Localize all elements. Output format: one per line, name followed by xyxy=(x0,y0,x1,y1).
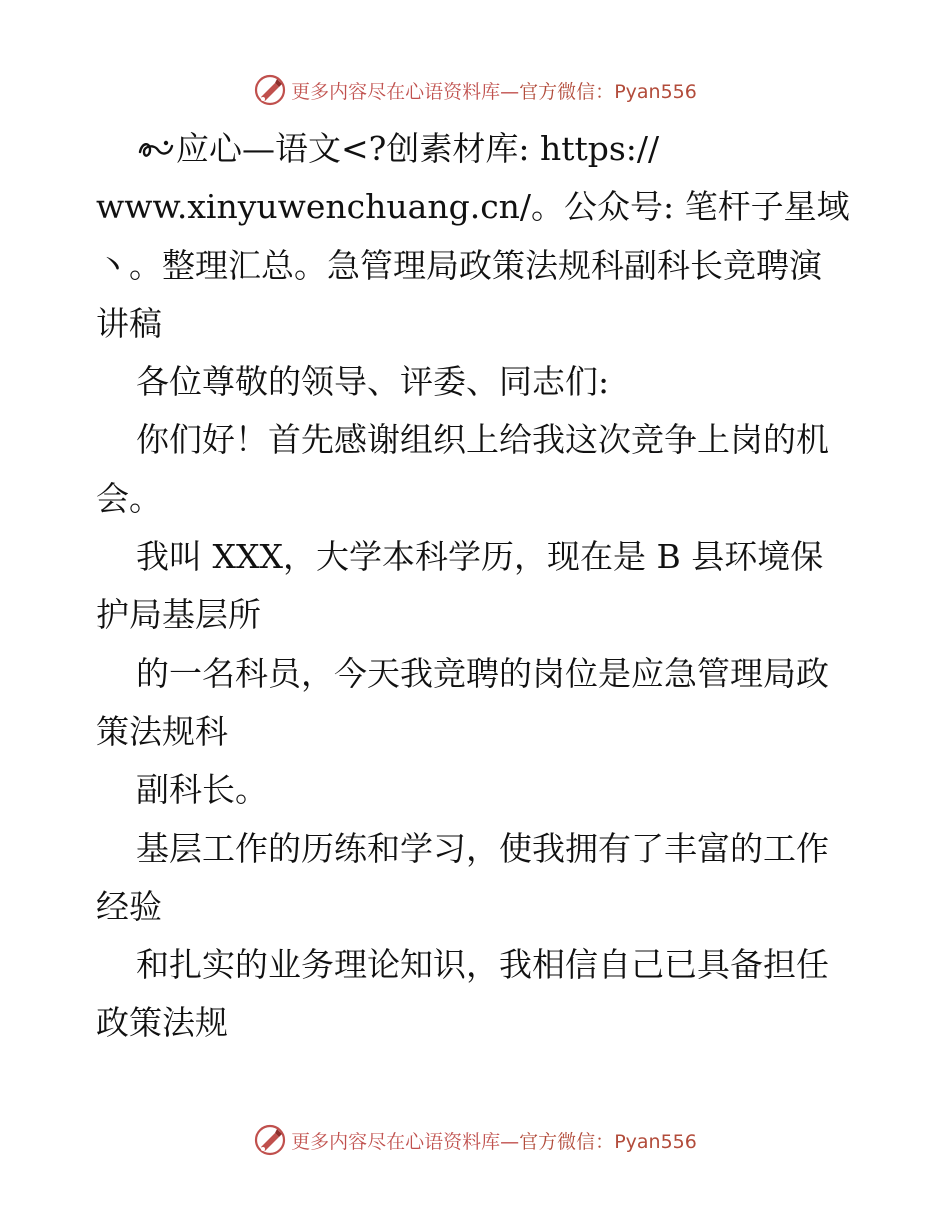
banner-text: 更多内容尽在心语资料库—官方微信：Pyan556 xyxy=(291,1130,697,1153)
text-line: 的一名科员，今天我竞聘的岗位是应急管理局政 xyxy=(136,653,829,693)
document-body xyxy=(96,120,856,1053)
text-line: www.xinyuwenchuang.cn/。公众号: 笔杆子星域 xyxy=(96,187,850,227)
flourish-icon xyxy=(136,134,176,164)
banner-text: 更多内容尽在心语资料库—官方微信：Pyan556 xyxy=(291,80,697,103)
text-line: 你们好！首先感谢组织上给我这次竞争上岗的机 xyxy=(136,420,829,460)
text-line: 副科长。 xyxy=(136,770,268,810)
text-line: 讲稿 xyxy=(96,303,162,343)
pen-circle-logo-icon xyxy=(253,73,287,107)
text-line: 我叫 XXX，大学本科学历，现在是 B 县环境保 xyxy=(136,537,824,577)
text-line: 政策法规 xyxy=(96,1003,228,1043)
text-line: 护局基层所 xyxy=(96,595,261,635)
pen-circle-logo-icon xyxy=(253,1123,287,1157)
text-line: 各位尊敬的领导、评委、同志们: xyxy=(136,362,610,402)
text-line: 经验 xyxy=(96,886,162,926)
footer-banner xyxy=(0,1120,950,1160)
text-line: 会。 xyxy=(96,478,162,518)
text-line: 应心—语文<?创素材库: https:// xyxy=(96,120,856,178)
header-banner xyxy=(0,70,950,110)
text-line: 基层工作的历练和学习，使我拥有了丰富的工作 xyxy=(136,828,829,868)
text-line: 策法规科 xyxy=(96,711,228,751)
text-line: 和扎实的业务理论知识，我相信自己已具备担任 xyxy=(136,945,829,985)
text-line: 丶。整理汇总。急管理局政策法规科副科长竞聘演 xyxy=(96,245,822,285)
